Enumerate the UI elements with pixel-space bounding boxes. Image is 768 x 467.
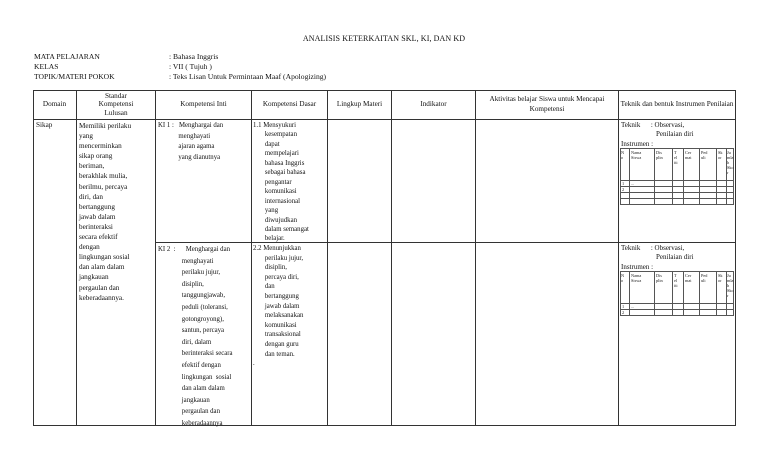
- meta-label: MATA PELAJARAN: [34, 52, 100, 61]
- meta-value: : VII ( Tujuh ): [169, 62, 212, 72]
- header-teknik: Teknik dan bentuk Instrumen Penilaian: [620, 99, 734, 108]
- cell-ki2: KI 2 : Menghargai dan menghayati perilaku jujur, disiplin, tanggungjawab, peduli (toleransi, gotongroyong), santun, percaya diri, dalam berinteraksi secara efektif dengan lingkungan sosial dan alam dalam jangkauan pergaulan dan keberadaannya: [158, 246, 233, 427]
- cell-domain: Sikap: [36, 121, 53, 129]
- cell-teknik-1: Teknik : Observasi, Penilaian diri Instrumen :: [621, 121, 694, 148]
- mini-row-num: 1: [622, 181, 625, 186]
- mini-header-disiplin: Dis plin: [656, 150, 663, 160]
- mini-header-peduli: Ped uli: [701, 273, 708, 283]
- analysis-table: [33, 90, 736, 426]
- header-kd: Kompetensi Dasar: [262, 99, 317, 108]
- meta-value: : Teks Lisan Untuk Permintaan Maaf (Apologizing): [169, 72, 327, 82]
- cell-ki1: KI 1 : Menghargai dan menghayati ajaran agama yang dianutnya: [158, 122, 224, 161]
- mini-header-cermat: Cer mat: [685, 150, 692, 160]
- mini-table-2: [620, 271, 734, 331]
- mini-header-jumlah: Ju mla h Sko r: [727, 150, 734, 175]
- header-domain: Domain: [42, 99, 67, 108]
- cell-teknik-2: Teknik : Observasi, Penilaian diri Instrumen :: [621, 244, 694, 271]
- meta-value: : Bahasa Inggris: [169, 52, 219, 61]
- document-title: ANALISIS KETERKAITAN SKL, KI, DAN KD: [302, 34, 466, 43]
- header-materi: Lingkup Materi: [336, 99, 383, 108]
- mini-header-name: Nama Siswa: [631, 150, 642, 160]
- meta-block: [34, 52, 326, 83]
- mini-row-ellipsis: ...: [631, 304, 635, 309]
- mini-header-skor: Sk or: [718, 273, 723, 283]
- mini-header-no: N o: [621, 273, 625, 283]
- meta-label: TOPIK/MATERI POKOK: [34, 72, 115, 82]
- mini-row-num: 2: [622, 310, 625, 315]
- meta-row-topic: [34, 72, 326, 82]
- mini-header-peduli: Ped uli: [701, 150, 708, 160]
- meta-row-subject: [34, 52, 326, 62]
- header-skl: Standar Kompetensi Lulusan: [98, 91, 134, 117]
- mini-header-no: N o: [621, 150, 625, 160]
- mini-header-disiplin: Dis plin: [656, 273, 663, 283]
- mini-header-teliti: T el iti: [674, 273, 678, 288]
- mini-row-num: 1: [622, 304, 625, 309]
- mini-header-teliti: T el iti: [674, 150, 678, 165]
- mini-table-1: [620, 148, 734, 208]
- meta-row-class: [34, 62, 326, 72]
- mini-header-skor: Sk or: [718, 150, 723, 160]
- header-aktivitas: Aktivitas belajar Siswa untuk Mencapai Kompetensi: [489, 94, 605, 113]
- header-ki: Kompetensi Inti: [180, 99, 227, 108]
- cell-skl: Memiliki perilaku yang mencerminkan sikap orang beriman, berakhlak mulia, berilmu, percaya diri, dan bertanggung jawab dalam berinteraksi secara efektif dengan lingkungan sosial dan alam dalam jangkauan pergaulan dan keberadaannya.: [79, 122, 132, 302]
- cell-kd2: 2.2 Menunjukkan perilaku jujur, disiplin, percaya diri, dan bertanggung jawab dalam melaksanakan komunikasi transaksional dengan guru dan teman. .: [253, 245, 304, 368]
- mini-row-num: 2: [622, 187, 625, 192]
- mini-header-jumlah: Ju mla h Sko r: [727, 273, 734, 298]
- meta-label: KELAS: [34, 62, 59, 72]
- cell-kd1: 1.1 Mensyukuri kesempatan dapat mempelajari bahasa Inggris sebagai bahasa pengantar komunikasi internasional yang diwujudkan dalam semangat belajar.: [253, 122, 309, 243]
- header-indikator: Indikator: [420, 99, 447, 108]
- mini-header-cermat: Cer mat: [685, 273, 692, 283]
- mini-row-ellipsis: ...: [631, 181, 635, 186]
- mini-header-name: Nama Siswa: [631, 273, 642, 283]
